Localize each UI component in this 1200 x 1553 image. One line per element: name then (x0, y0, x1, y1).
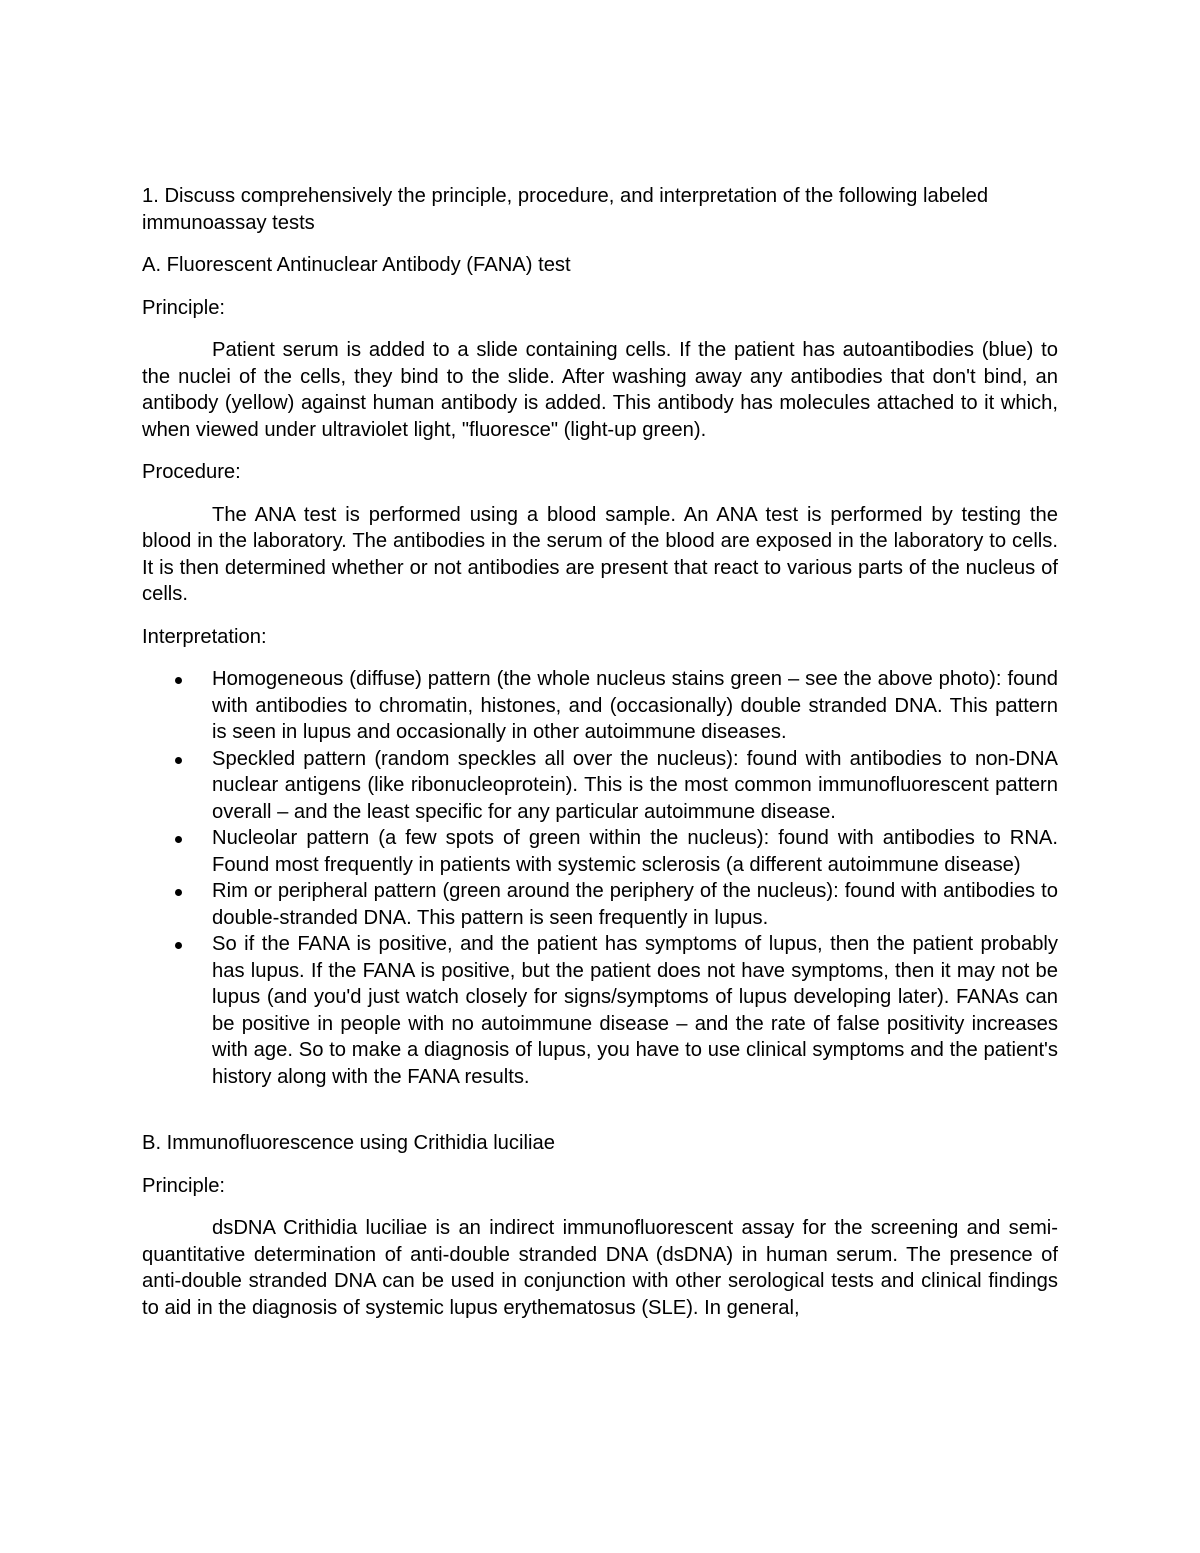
bullet-icon (175, 889, 182, 896)
section-a-principle-label: Principle: (142, 296, 226, 319)
bullet-icon (175, 942, 182, 949)
bullet-icon (175, 836, 182, 843)
section-b-principle-label: Principle: (142, 1174, 226, 1197)
section-a-procedure-label: Procedure: (142, 461, 241, 483)
list-item (142, 931, 1058, 1090)
list-item (142, 746, 1058, 826)
list-item-text: Homogeneous (diffuse) pattern (the whole nucleus stains green – see the above photo): found with antibodies to chromatin, histones, and (occasionally) double stranded DNA. This pattern is seen in lupus and occasionally in other autoimmune diseases. (212, 668, 1058, 743)
list-item-text: Speckled pattern (random speckles all over the nucleus): found with antibodies to non-DNA nuclear antigens (like ribonucleoprotein). This is the most common immunofluorescent pattern overall – and the least specific for any particular autoimmune disease. (212, 747, 1058, 823)
list-item-text: Rim or peripheral pattern (green around the periphery of the nucleus): found with antibodies to double-stranded DNA. This pattern is seen frequently in lupus. (212, 880, 1058, 929)
bullet-icon (175, 757, 182, 764)
section-b-title: B. Immunofluorescence using Crithidia luciliae (142, 1132, 555, 1154)
list-item-text: Nucleolar pattern (a few spots of green within the nucleus): found with antibodies to RNA. Found most frequently in patients with systemic sclerosis (a different autoimmune disease) (212, 827, 1058, 876)
list-item (142, 878, 1058, 931)
document-content (142, 183, 1058, 1337)
question-heading: 1. Discuss comprehensively the principle, procedure, and interpretation of the following labeled immunoassay tests (142, 185, 989, 234)
list-item-text: So if the FANA is positive, and the patient has symptoms of lupus, then the patient probably has lupus. If the FANA is positive, but the patient does not have symptoms, then it may not be lupus (and you'd just watch closely for signs/symptoms of lupus developing later). FANAs can be positive in people with no autoimmune disease – and the rate of false positivity increases with age. So to make a diagnosis of lupus, you have to use clinical symptoms and the patient's history along with the FANA results. (212, 933, 1058, 1088)
section-a-interpretation-label: Interpretation: (142, 625, 267, 648)
bullet-icon (175, 677, 182, 684)
list-item (142, 666, 1058, 746)
interpretation-list (142, 666, 1058, 1090)
section-a-title: A. Fluorescent Antinuclear Antibody (FANA) test (142, 254, 571, 276)
section-a-principle-text: Patient serum is added to a slide containing cells. If the patient has autoantibodies (blue) to the nuclei of the cells, they bind to the slide. After washing away any antibodies that don't bind, an antibody (yellow) against human antibody is added. This antibody has molecules attached to it which, when viewed under ultraviolet light, "fluoresce" (light-up green). (142, 339, 1058, 441)
list-item (142, 825, 1058, 878)
section-a-procedure-text: The ANA test is performed using a blood sample. An ANA test is performed by testing the blood in the laboratory. The antibodies in the serum of the blood are exposed in the laboratory to cells. It is then determined whether or not antibodies are present that react to various parts of the nucleus of cells. (142, 503, 1058, 605)
section-b-principle-text: dsDNA Crithidia luciliae is an indirect immunofluorescent assay for the screening and semi-quantitative determination of anti-double stranded DNA (dsDNA) in human serum. The presence of anti-double stranded DNA can be used in conjunction with other serological tests and clinical findings to aid in the diagnosis of systemic lupus erythematosus (SLE). In general, (142, 1217, 1058, 1319)
